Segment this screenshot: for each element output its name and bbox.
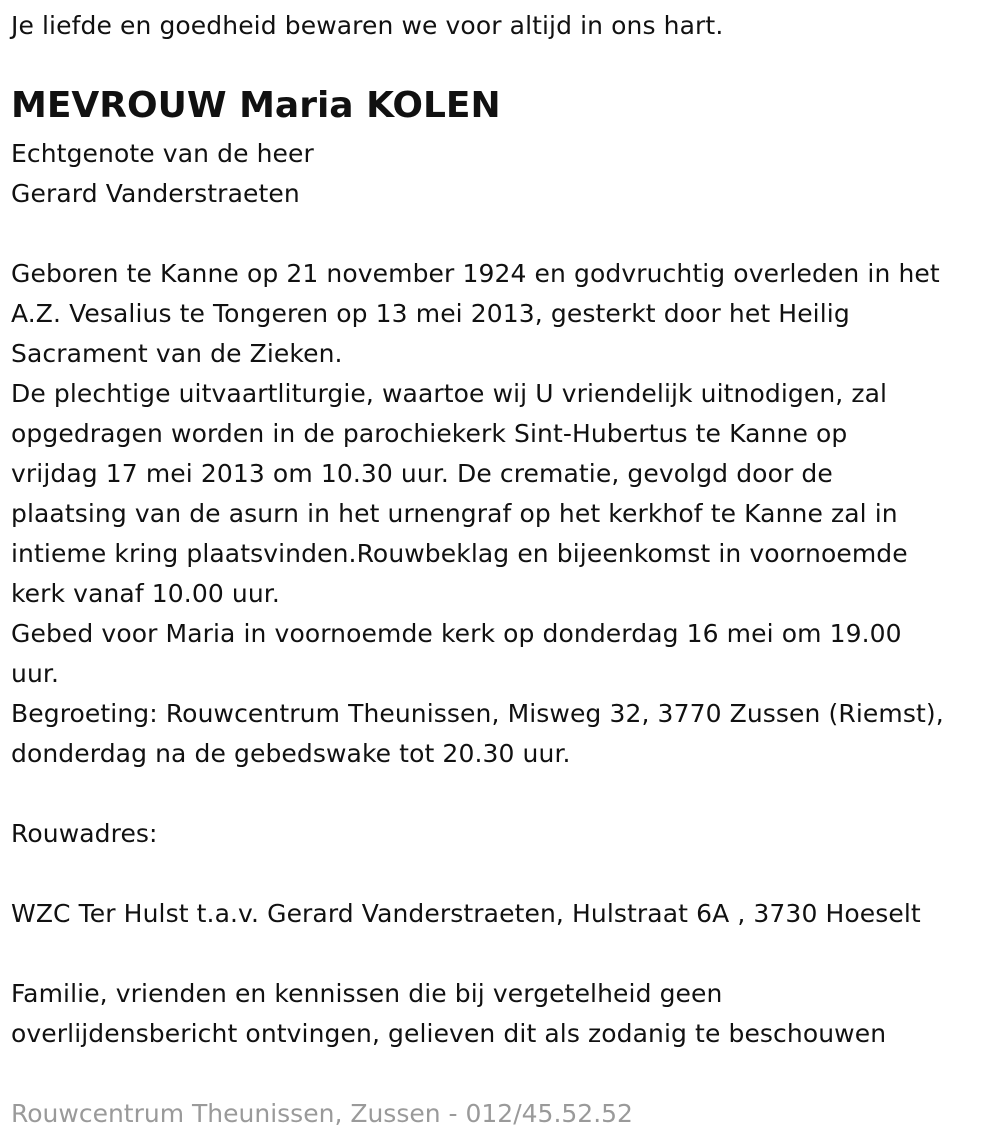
spouse-block [11, 134, 314, 214]
details-line: uur. [11, 659, 60, 688]
notice-line: Familie, vrienden en kennissen die bij vergetelheid geen [11, 979, 723, 1008]
details-line: donderdag na de gebedswake tot 20.30 uur. [11, 739, 571, 768]
details-line: kerk vanaf 10.00 uur. [11, 579, 280, 608]
details-line: Gebed voor Maria in voornoemde kerk op donderdag 16 mei om 19.00 [11, 619, 902, 648]
mourning-address-label: Rouwadres: [11, 819, 158, 848]
intro-quote: Je liefde en goedheid bewaren we voor altijd in ons hart. [11, 11, 724, 40]
spouse-line: Echtgenote van de heer [11, 139, 314, 168]
details-line: vrijdag 17 mei 2013 om 10.30 uur. De crematie, gevolgd door de [11, 459, 833, 488]
details-line: A.Z. Vesalius te Tongeren op 13 mei 2013, gesterkt door het Heilig [11, 299, 850, 328]
spouse-line: Gerard Vanderstraeten [11, 179, 300, 208]
mourning-address: WZC Ter Hulst t.a.v. Gerard Vanderstraeten, Hulstraat 6A , 3730 Hoeselt [11, 899, 921, 928]
details-line: De plechtige uitvaartliturgie, waartoe wij U vriendelijk uitnodigen, zal [11, 379, 888, 408]
details-line: opgedragen worden in de parochiekerk Sint-Hubertus te Kanne op [11, 419, 848, 448]
details-line: Sacrament van de Zieken. [11, 339, 343, 368]
details-line: plaatsing van de asurn in het urnengraf op het kerkhof te Kanne zal in [11, 499, 898, 528]
details-line: Geboren te Kanne op 21 november 1924 en godvruchtig overleden in het [11, 259, 940, 288]
notice-line: overlijdensbericht ontvingen, gelieven dit als zodanig te beschouwen [11, 1019, 887, 1048]
details-line: Begroeting: Rouwcentrum Theunissen, Misweg 32, 3770 Zussen (Riemst), [11, 699, 944, 728]
mourning-address-label-block [11, 814, 158, 854]
details-line: intieme kring plaatsvinden.Rouwbeklag en bijeenkomst in voornoemde [11, 539, 908, 568]
funeral-home-footer: Rouwcentrum Theunissen, Zussen - 012/45.52.52 [11, 1099, 633, 1128]
funeral-details [11, 254, 944, 774]
notice-block [11, 974, 886, 1054]
deceased-name-title: MEVROUW Maria KOLEN [11, 85, 501, 126]
mourning-address-block [11, 894, 921, 934]
